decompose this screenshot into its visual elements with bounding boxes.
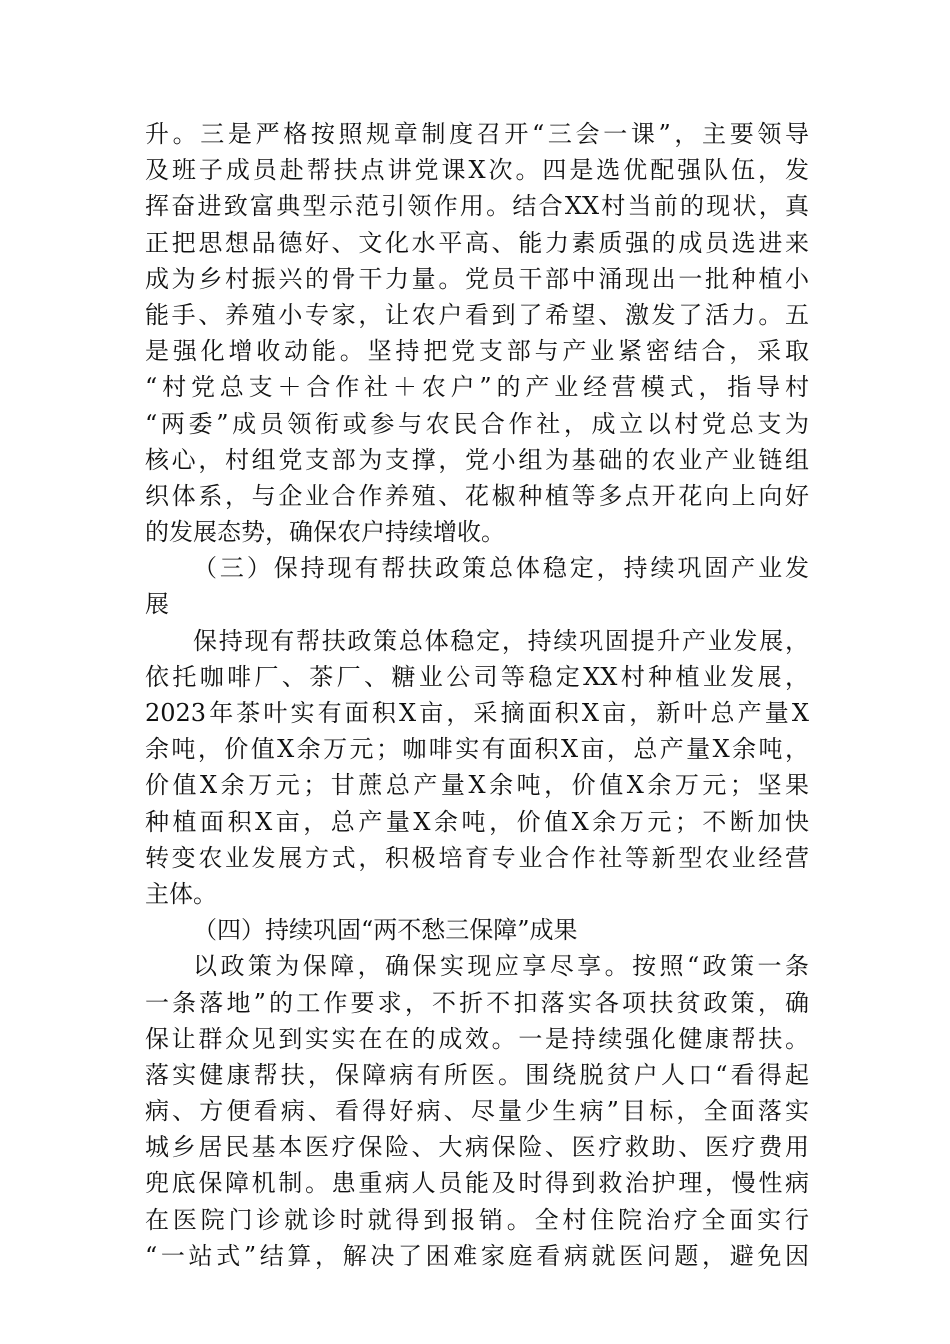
text-line: 以政策为保障，确保实现应享尽享。按照“政策一条 (193, 952, 809, 981)
text-line: 依托咖啡厂、茶厂、糖业公司等稳定XX村种植业发展， (145, 662, 809, 691)
text-line: “两委”成员领衔或参与农民合作社，成立以村党总支为 (145, 409, 809, 438)
text-line: 在医院门诊就诊时就得到报销。全村住院治疗全面实行 (145, 1205, 809, 1234)
heading-line: （四）持续巩固“两不愁三保障”成果 (193, 916, 578, 945)
text-line: “一站式”结算，解决了困难家庭看病就医问题，避免因 (145, 1241, 809, 1270)
text-line: 兜底保障机制。患重病人员能及时得到救治护理，慢性病 (145, 1169, 809, 1198)
text-line: 转变农业发展方式，积极培育专业合作社等新型农业经营 (145, 843, 809, 872)
paragraph-party-building (145, 116, 809, 550)
text-line: 成为乡村振兴的骨干力量。党员干部中涌现出一批种植小 (145, 264, 809, 293)
text-line: 是强化增收动能。坚持把党支部与产业紧密结合，采取 (145, 337, 809, 366)
section-heading-3 (145, 550, 809, 622)
text-line: 价值X余万元；甘蔗总产量X余吨，价值X余万元；坚果 (145, 771, 809, 800)
heading-line: （三）保持现有帮扶政策总体稳定，持续巩固产业发 (193, 554, 809, 583)
text-line: 保持现有帮扶政策总体稳定，持续巩固提升产业发展， (193, 626, 809, 655)
text-line: “村党总支＋合作社＋农户”的产业经营模式，指导村 (145, 373, 809, 402)
text-line: 病、方便看病、看得好病、尽量少生病”目标，全面落实 (145, 1097, 809, 1126)
text-line: 及班子成员赴帮扶点讲党课X次。四是选优配强队伍，发 (145, 156, 809, 185)
text-line: 能手、养殖小专家，让农户看到了希望、激发了活力。五 (145, 300, 809, 329)
text-line: 余吨，价值X余万元；咖啡实有面积X亩，总产量X余吨， (145, 735, 809, 764)
text-line: 主体。 (145, 879, 217, 908)
paragraph-industry-development (145, 623, 809, 913)
text-line: 城乡居民基本医疗保险、大病保险、医疗救助、医疗费用 (145, 1133, 809, 1162)
text-line: 的发展态势，确保农户持续增收。 (145, 518, 505, 547)
section-heading-4 (145, 912, 809, 948)
paragraph-health-assistance (145, 948, 809, 1274)
text-line: 一条落地”的工作要求，不折不扣落实各项扶贫政策，确 (145, 988, 809, 1017)
text-line: 织体系，与企业合作养殖、花椒种植等多点开花向上向好 (145, 481, 809, 510)
text-line: 2023年茶叶实有面积X亩，采摘面积X亩，新叶总产量X (145, 699, 809, 727)
text-line: 挥奋进致富典型示范引领作用。结合XX村当前的现状，真 (145, 192, 809, 221)
text-line: 落实健康帮扶，保障病有所医。围绕脱贫户人口“看得起 (145, 1060, 809, 1089)
text-line: 升。三是严格按照规章制度召开“三会一课”，主要领导 (145, 120, 809, 148)
document-body (145, 116, 809, 1274)
text-line: 正把思想品德好、文化水平高、能力素质强的成员选进来 (145, 228, 809, 257)
text-line: 保让群众见到实实在在的成效。一是持续强化健康帮扶。 (145, 1024, 809, 1053)
text-line: 核心，村组党支部为支撑，党小组为基础的农业产业链组 (145, 445, 809, 474)
text-line: 种植面积X亩，总产量X余吨，价值X余万元；不断加快 (145, 807, 809, 836)
heading-line: 展 (145, 590, 169, 619)
